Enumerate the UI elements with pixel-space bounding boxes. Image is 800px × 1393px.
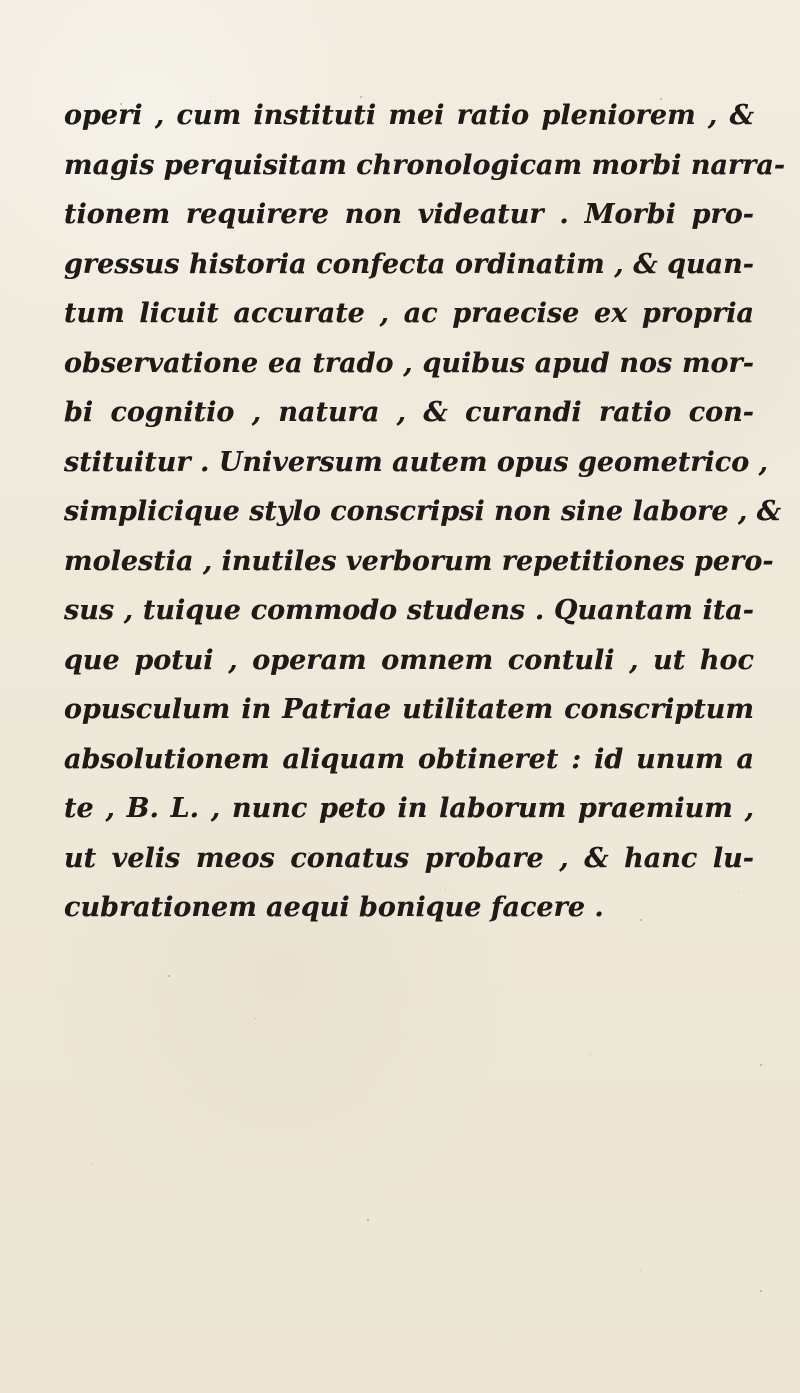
paper-speck <box>91 1164 92 1165</box>
text-line: ut velis meos conatus probare , & hanc lu- <box>64 842 754 874</box>
paper-speck <box>760 1290 762 1292</box>
text-line: magis perquisitam chronologicam morbi narra- <box>64 149 786 181</box>
paper-speck <box>640 1270 641 1271</box>
text-line: absolutionem aliquam obtineret : id unum a <box>64 743 754 775</box>
paper-speck <box>367 1219 369 1221</box>
text-line: simplicique stylo conscripsi non sine labore , & <box>64 496 782 527</box>
text-line: stituitur . Universum autem opus geometrico , <box>64 446 769 478</box>
text-line: operi , cum instituti mei ratio pleniorem , & <box>64 100 754 131</box>
paper-speck <box>590 1054 591 1055</box>
text-line: bi cognitio , natura , & curandi ratio con- <box>64 397 754 428</box>
text-line: te , B. L. , nunc peto in laborum praemium , <box>64 793 754 824</box>
text-line: cubrationem aequi bonique facere . <box>64 892 604 923</box>
text-line: que potui , operam omnem contuli , ut hoc <box>64 644 754 676</box>
text-line: molestia , inutiles verborum repetitiones pero- <box>64 545 774 577</box>
paper-speck <box>760 1064 762 1066</box>
body-text <box>64 91 786 933</box>
text-line: opusculum in Patriae utilitatem conscriptum <box>64 694 754 725</box>
text-line: observatione ea trado , quibus apud nos mor- <box>64 347 754 379</box>
text-line: tum licuit accurate , ac praecise ex propria <box>64 298 754 329</box>
text-line: sus , tuique commodo studens . Quantam ita- <box>64 595 754 626</box>
text-line: gressus historia confecta ordinatim , & quan- <box>64 248 754 280</box>
text-line: tionem requirere non videatur . Morbi pro- <box>64 199 754 230</box>
paper-speck <box>255 1018 256 1019</box>
paper-speck <box>168 975 170 977</box>
